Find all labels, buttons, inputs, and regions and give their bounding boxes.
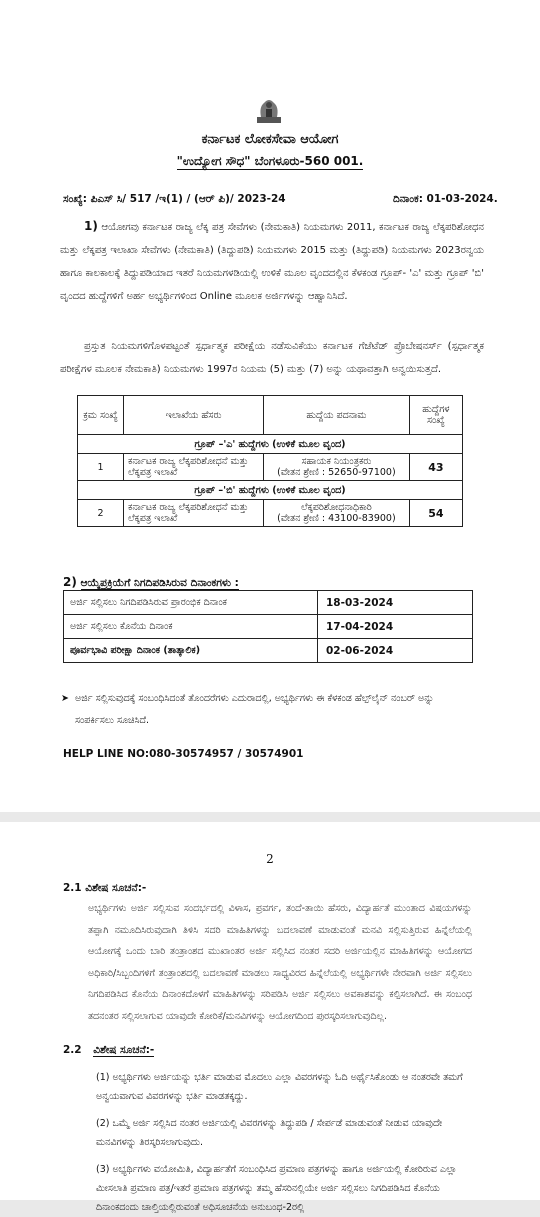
list-item: (1) ಅಭ್ಯರ್ಥಿಗಳು ಅರ್ಜಿಯನ್ನು ಭರ್ತಿ ಮಾಡುವ ಮೊದಲು ಎಲ್ಲಾ ವಿವರಗಳನ್ನು ಓದಿ ಅರ್ಥೈಸಿಕೊಂಡು ಆ ನಂತರವೇ ತಮಗೆ ಅನ್ವಯವಾಗುವ ವಿವರಗಳನ್ನು ಭರ್ತಿ ಮಾಡತಕ್ಕದ್ದು. xyxy=(96,1072,463,1102)
posts-table xyxy=(77,395,463,527)
paragraph-1-text: ಆಯೋಗವು ಕರ್ನಾಟಕ ರಾಜ್ಯ ಲೆಕ್ಕ ಪತ್ರ ಸೇವೆಗಳು (ನೇಮಕಾತಿ) ನಿಯಮಗಳು 2011, ಕರ್ನಾಟಕ ರಾಜ್ಯ ಲೆಕ್ಕಪರಿಶೋಧನ ಮತ್ತು ಲೆಕ್ಕಪತ್ರ ಇಲಾಖಾ ಸೇವೆಗಳು (ನೇಮಕಾತಿ) (ತಿದ್ದುಪಡಿ) ನಿಯಮಗಳು 2015 ಮತ್ತು (ತಿದ್ದುಪಡಿ) ನಿಯಮಗಳು 2023ರನ್ವಯ ಹಾಗೂ ಕಾಲಕಾಲಕ್ಕೆ ತಿದ್ದುಪಡಿಯಾದ ಇತರೆ ನಿಯಮಗಳಡಿಯಲ್ಲಿ ಉಳಿಕೆ ಮೂಲ ವೃಂದದಲ್ಲಿನ ಕೆಳಕಂಡ ಗ್ರೂಪ್- 'ಎ' ಮತ್ತು ಗ್ರೂಪ್ 'ಬಿ' ವೃಂದದ ಹುದ್ದೆಗಳಿಗೆ ಅರ್ಹ ಅಭ್ಯರ್ಥಿಗಳಿಂದ Online ಮೂಲಕ ಅರ್ಜಿಗಳನ್ನು ಆಹ್ವಾನಿಸಿದೆ. xyxy=(60,222,484,302)
row-2-department: ಕರ್ನಾಟಕ ರಾಜ್ಯ ಲೆಕ್ಕಪರಿಶೋಧನೆ ಮತ್ತು ಲೆಕ್ಕಪತ್ರ ಇಲಾಖೆ xyxy=(124,500,264,527)
section-2-1-title: 2.1 ವಿಶೇಷ ಸೂಚನೆ:- xyxy=(63,882,147,894)
page-number: 2 xyxy=(266,852,274,866)
row-2-designation: ಲೆಕ್ಕಪರಿಶೋಧನಾಧಿಕಾರಿ xyxy=(301,502,372,513)
paragraph-2: ಪ್ರಸ್ತುತ ನಿಯಮಗಳಿಗೊಳಪಟ್ಟಂತೆ ಸ್ಪರ್ಧಾತ್ಮಕ ಪರೀಕ್ಷೆಯ ನಡೆಸುವಿಕೆಯು ಕರ್ನಾಟಕ ಗೆಜೆಟೆಡ್ ಪ್ರೊಬೇಷನರ್ಸ್ (ಸ್ಪರ್ಧಾತ್ಮಕ ಪರೀಕ್ಷೆಗಳ ಮೂಲಕ ನೇಮಕಾತಿ) ನಿಯಮಗಳು 1997ರ ನಿಯಮ (5) ಮತ್ತು (7) ಅನ್ನು ಯಥಾವತ್ತಾಗಿ ಅನ್ವಯಿಸುತ್ತದೆ. xyxy=(60,341,484,375)
row-1-count: 43 xyxy=(409,454,462,481)
row-1-designation: ಸಹಾಯಕ ನಿಯಂತ್ರಕರು xyxy=(301,456,372,467)
helpline-note-text: ಅರ್ಜಿ ಸಲ್ಲಿಸುವುದಕ್ಕೆ ಸಂಬಂಧಿಸಿದಂತೆ ತೊಂದರೆಗಳು ಎದುರಾದಲ್ಲಿ, ಅಭ್ಯರ್ಥಿಗಳು ಈ ಕೆಳಕಂಡ ಹೆಲ್ಪ್‌ಲೈನ್ ನಂಬರ್ ಅನ್ನು ಸಂಪರ್ಕಿಸಲು ಸೂಚಿಸಿದೆ. xyxy=(75,693,434,726)
group-a-row xyxy=(78,435,463,454)
row-2-count: 54 xyxy=(409,500,462,527)
paragraph-1-number: 1) xyxy=(84,219,98,233)
government-emblem xyxy=(255,95,283,127)
reference-number: ಸಂಖ್ಯೆ: ಪಿಎಸ್ ಸಿ/ 517 /ಇ(1) / (ಆರ್ ಪಿ)/ 2023-24 xyxy=(63,193,286,205)
commission-title: ಕರ್ನಾಟಕ ಲೋಕಸೇವಾ ಆಯೋಗ xyxy=(201,132,339,147)
header-department: ಇಲಾಖೆಯ ಹೆಸರು xyxy=(124,396,264,435)
row-1-sl: 1 xyxy=(78,454,124,481)
section-2-title: ಆಯ್ಕೆಪ್ರಕ್ರಿಯೆಗೆ ನಿಗದಿಪಡಿಸಿರುವ ದಿನಾಂಕಗಳು : xyxy=(80,577,239,589)
row-1-pay-scale: (ವೇತನ ಶ್ರೇಣಿ : 52650-97100) xyxy=(277,467,396,478)
date-label-last: ಅರ್ಜಿ ಸಲ್ಲಿಸಲು ಕೊನೆಯ ದಿನಾಂಕ xyxy=(64,615,318,639)
row-1-department: ಕರ್ನಾಟಕ ರಾಜ್ಯ ಲೆಕ್ಕಪರಿಶೋಧನೆ ಮತ್ತು ಲೆಕ್ಕಪತ್ರ ಇಲಾಖೆ xyxy=(124,454,264,481)
date-value-start: 18-03-2024 xyxy=(318,591,473,615)
table-row xyxy=(64,639,473,663)
commission-address: "ಉದ್ಯೋಗ ಸೌಧ" ಬೆಂಗಳೂರು-560 001. xyxy=(176,154,364,168)
date-label-exam: ಪೂರ್ವಭಾವಿ ಪರೀಕ್ಷಾ ದಿನಾಂಕ (ತಾತ್ಕಾಲಿಕ) xyxy=(64,639,318,663)
row-2-sl: 2 xyxy=(78,500,124,527)
section-2-number: 2) xyxy=(63,575,77,589)
notification-date: ದಿನಾಂಕ: 01-03-2024. xyxy=(393,193,498,205)
section-2-2-number: 2.2 xyxy=(63,1044,82,1056)
date-value-exam: 02-06-2024 xyxy=(318,639,473,663)
section-2-2-heading xyxy=(63,1044,154,1057)
group-a-label: ಗ್ರೂಪ್ –'ಎ' ಹುದ್ದೆಗಳು (ಉಳಿಕೆ ಮೂಲ ವೃಂದ) xyxy=(78,435,463,454)
row-2-pay-scale: (ವೇತನ ಶ್ರೇಣಿ : 43100-83900) xyxy=(277,513,396,524)
group-b-label: ಗ್ರೂಪ್ –'ಬಿ' ಹುದ್ದೆಗಳು (ಉಳಿಕೆ ಮೂಲ ವೃಂದ) xyxy=(78,481,463,500)
list-item: (2) ಒಮ್ಮೆ ಅರ್ಜಿ ಸಲ್ಲಿಸಿದ ನಂತರ ಅರ್ಜಿಯಲ್ಲಿ ವಿವರಗಳನ್ನು ತಿದ್ದುಪಡಿ / ಸೇರ್ಪಡೆ ಮಾಡುವಂತೆ ನೀಡುವ ಯಾವುದೇ ಮನವಿಗಳನ್ನು ತಿರಸ್ಕರಿಸಲಾಗುವುದು. xyxy=(96,1118,443,1148)
table-row xyxy=(78,500,463,527)
table-row xyxy=(78,454,463,481)
dates-table xyxy=(63,590,473,663)
date-label-start: ಅರ್ಜಿ ಸಲ್ಲಿಸಲು ನಿಗದಿಪಡಿಸಿರುವ ಪ್ರಾರಂಭಿಕ ದಿನಾಂಕ xyxy=(64,591,318,615)
table-row xyxy=(64,615,473,639)
document-page-2 xyxy=(0,822,540,1213)
arrow-bullet-icon: ➤ xyxy=(61,693,69,704)
header-post-count: ಹುದ್ದೆಗಳ ಸಂಖ್ಯೆ xyxy=(409,396,462,435)
section-2-1-text: ಅಭ್ಯರ್ಥಿಗಳು ಅರ್ಜಿ ಸಲ್ಲಿಸುವ ಸಂದರ್ಭದಲ್ಲಿ ವಿಳಾಸ, ಪ್ರವರ್ಗ, ತಂದೆ-ತಾಯಿ ಹೆಸರು, ವಿದ್ಯಾರ್ಹತೆ ಮುಂತಾದ ವಿಷಯಗಳನ್ನು ತಪ್ಪಾಗಿ ನಮೂದಿಸಿರುವುದಾಗಿ ತಿಳಿಸಿ ಸದರಿ ಮಾಹಿತಿಗಳನ್ನು ಬದಲಾವಣೆ ಮಾಡುವಂತೆ ಮನವಿ ಸಲ್ಲಿಸುತ್ತಿರುವ ಹಿನ್ನೆಲೆಯಲ್ಲಿ ಆಯೋಗಕ್ಕೆ ಒಂದು ಬಾರಿ ತಂತ್ರಾಂಶದ ಮುಖಾಂತರ ಅರ್ಜಿ ಸಲ್ಲಿಸಿದ ನಂತರ ಸದರಿ ಅರ್ಜಿಯಲ್ಲಿನ ಮಾಹಿತಿಗಳನ್ನು ಆಯೋಗದ ಅಧಿಕಾರಿ/ಸಿಬ್ಬಂದಿಗಳಿಗೆ ತಂತ್ರಾಂಶದಲ್ಲಿ ಬದಲಾವಣೆ ಮಾಡಲು ಸಾಧ್ಯವಿರದ ಹಿನ್ನೆಲೆಯಲ್ಲಿ ಅಭ್ಯರ್ಥಿಗಳೇ ನೇರವಾಗಿ ಅರ್ಜಿ ಸಲ್ಲಿಸಲು ನಿಗದಿಪಡಿಸಿದ ಕೊನೆಯ ದಿನಾಂಕದೊಳಗೆ ಮಾಹಿತಿಗಳನ್ನು ಸರಿಪಡಿಸಿ ಅರ್ಜಿ ಸಲ್ಲಿಸಲು ಅವಕಾಶವನ್ನು ಕಲ್ಪಿಸಲಾಗಿದೆ. ಈ ಸಂಬಂಧ ತದನಂತರ ಸಲ್ಲಿಸಲಾಗುವ ಯಾವುದೇ ಕೋರಿಕೆ/ಮನವಿಗಳನ್ನು ಆಯೋಗದಿಂದ ಪುರಸ್ಕರಿಸಲಾಗುವುದಿಲ್ಲ. xyxy=(88,903,472,1022)
helpline-note xyxy=(61,688,475,732)
table-row xyxy=(64,591,473,615)
date-value-last: 17-04-2024 xyxy=(318,615,473,639)
section-2-2-title: ವಿಶೇಷ ಸೂಚನೆ:- xyxy=(93,1044,155,1056)
table-header-row xyxy=(78,396,463,435)
header-designation: ಹುದ್ದೆಯ ಪದನಾಮ xyxy=(264,396,410,435)
paragraph-1 xyxy=(60,215,484,308)
helpline-number: HELP LINE NO:080-30574957 / 30574901 xyxy=(63,748,304,760)
section-2-heading xyxy=(63,575,239,590)
header-sl-no: ಕ್ರಮ ಸಂಖ್ಯೆ xyxy=(78,396,124,435)
list-item: (3) ಅಭ್ಯರ್ಥಿಗಳು ವಯೋಮಿತಿ, ವಿದ್ಯಾರ್ಹತೆಗೆ ಸಂಬಂಧಿಸಿದ ಪ್ರಮಾಣ ಪತ್ರಗಳನ್ನು ಹಾಗೂ ಅರ್ಜಿಯಲ್ಲಿ ಕೋರಿರುವ ಎಲ್ಲಾ ಮೀಸಲಾತಿ ಪ್ರಮಾಣ ಪತ್ರ/ಇತರೆ ಪ್ರಮಾಣ ಪತ್ರಗಳನ್ನು ತಮ್ಮ ಹೆಸರಿನಲ್ಲಿಯೇ ಅರ್ಜಿ ಸಲ್ಲಿಸಲು ನಿಗದಿಪಡಿಸಿದ ಕೊನೆಯ ದಿನಾಂಕದಂದು ಚಾಲ್ತಿಯಲ್ಲಿರುವಂತೆ ಅಧಿಸೂಚನೆಯ ಅನುಬಂಧ-2ರಲ್ಲಿ xyxy=(96,1164,457,1213)
group-b-row xyxy=(78,481,463,500)
